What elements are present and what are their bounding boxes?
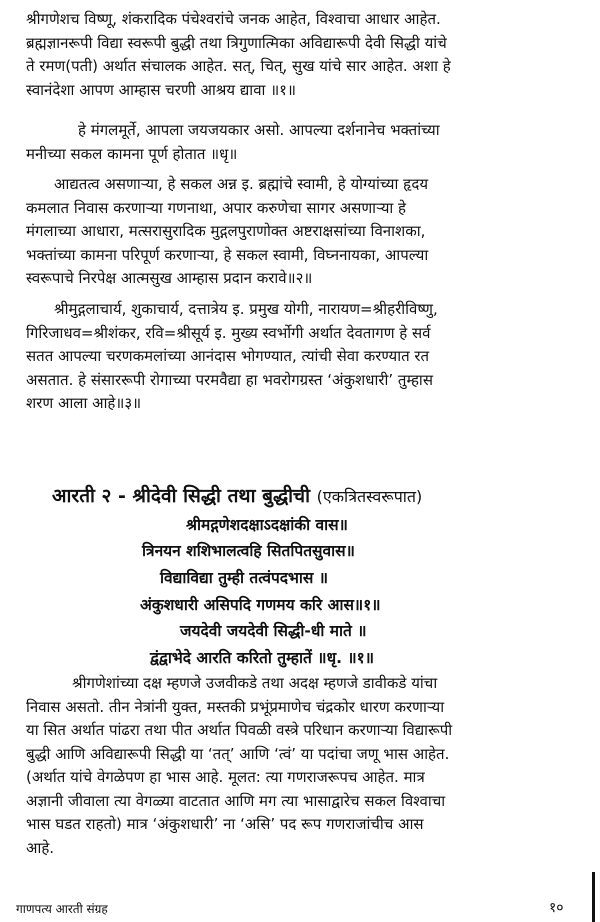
text-line: असतात. हे संसाररूपी रोगाच्या परमवैद्या हा भवरोगग्रस्त ‘अंकुशधारी’ तुम्हास [26,370,433,389]
verse-line: त्रिनयन शशिभालत्वहि सितपितसुवास॥ [142,542,355,560]
text-line: मनीच्या सकल कामना पूर्ण होतात ॥धृ॥ [26,144,238,163]
verse-line: जयदेवी जयदेवी सिद्धी-धी माते ॥ [180,622,367,640]
text-line: स्वरूपाचे निरपेक्ष आत्मसुख आम्हास प्रदान करावे॥२॥ [26,269,313,287]
text-line: बुद्धी आणि अविद्यारूपी सिद्धी या ‘तत्’ आणि ‘त्वं’ या पदांचा जणू भास आहेत. [26,744,450,763]
text-line: (अर्थात यांचे वेगळेपण हा भास आहे. मूलत: त्या गणराजरूपच आहेत. मात्र [26,768,425,786]
paragraph-1 [26,8,582,102]
text-line: श्रीगणेशच विष्णू, शंकरादिक पंचेश्वरांचे जनक आहेत, विश्वाचा आधार आहेत. [26,10,441,28]
page-number: १० [549,900,564,916]
text-line: भक्तांच्या कामना परिपूर्ण करणाऱ्या, हे सकल स्वामी, विघ्ननायका, आपल्या [26,245,429,264]
text-line: आहे. [26,838,55,857]
aarti-title: आरती २ - श्रीदेवी सिद्धी तथा बुद्धीची [52,485,311,507]
text-line: निवास असतो. तीन नेत्रांनी युक्त, मस्तकी प्रभूंप्रमाणेच चंद्रकोर धारण करणाऱ्या [26,697,445,716]
text-line: कमलात निवास करणाऱ्या गणनाथा, अपार करुणेचा सागर असणाऱ्या हे [26,198,407,217]
text-line: सतत आपल्या चरणकमलांच्या आनंदास भोगण्यात, त्यांची सेवा करण्यात रत [26,347,430,365]
text-line: ब्रह्मज्ञानरूपी विद्या स्वरूपी बुद्धी तथा त्रिगुणात्मिका अविद्यारूपी देवी सिद्धी यांचे [26,33,447,52]
page-edge-rule [592,872,595,922]
text-line: श्रीगणेशांच्या दक्ष म्हणजे उजवीकडे तथा अदक्ष म्हणजे डावीकडे यांचा [72,674,438,692]
verse-line: विद्याविद्या तुम्ही तत्वंपदभास ॥ [160,569,329,587]
paragraph-4 [26,298,582,416]
paragraph-2 [26,119,582,166]
book-title-footer: गाणपत्य आरती संग्रह [16,902,108,916]
paragraph-3 [26,173,582,291]
text-line: मंगलाच्या आधारा, मत्सरासुरादिक मुद्गलपुराणोक्त अष्टराक्षसांच्या विनाशका, [26,222,426,240]
text-line: भास घडत राहतो) मात्र ‘अंकुशधारी’ ना ‘असि’ पद रूप गणराजांचीच आस [26,815,424,833]
aarti-heading [52,482,422,508]
text-line: ते रमण(पती) अर्थात संचालक आहेत. सत्, चित्, सुख यांचे सार आहेत. अशा हे [26,57,451,75]
text-line: गिरिजाधव=श्रीशंकर, रवि=श्रीसूर्य इ. मुख्य स्वर्भोगी अर्थात देवतागण हे सर्व [26,323,431,342]
aarti-subtitle: (एकत्रितस्वरूपात) [316,487,423,506]
text-line: अज्ञानी जीवाला त्या वेगळ्या वाटतात आणि मग त्या भासाद्वारेच सकल विश्वाचा [26,791,446,810]
text-line: या सित अर्थात पांढरा तथा पीत अर्थात पिवळी वस्त्रे परिधान करणाऱ्या विद्यारूपी [26,721,453,739]
text-line: आद्यतत्व असणाऱ्या, हे सकल अन्न इ. ब्रह्मांचे स्वामी, हे योग्यांच्या हृदय [54,175,429,193]
verse-line: द्वंद्वाभेदे आरति करितो तुम्हातें ॥धृ. ॥१॥ [150,649,375,667]
verse-line: श्रीमद्गणेशदक्षाऽदक्षांकी वास॥ [186,516,348,534]
text-line: शरण आला आहे॥३॥ [26,394,142,412]
text-line: हे मंगलमूर्ते, आपला जयजयकार असो. आपल्या दर्शनानेच भक्तांच्या [78,121,440,139]
meaning-paragraph [26,672,582,860]
text-line: स्वानंदेशा आपण आम्हास चरणी आश्रय द्यावा ॥१॥ [26,80,296,99]
verse-line: अंकुशधारी असिपदि गणमय करि आस॥१॥ [140,596,381,614]
text-line: श्रीमुद्गलाचार्य, शुकाचार्य, दत्तात्रेय इ. प्रमुख योगी, नारायण=श्रीहरीविष्णु, [54,300,438,318]
